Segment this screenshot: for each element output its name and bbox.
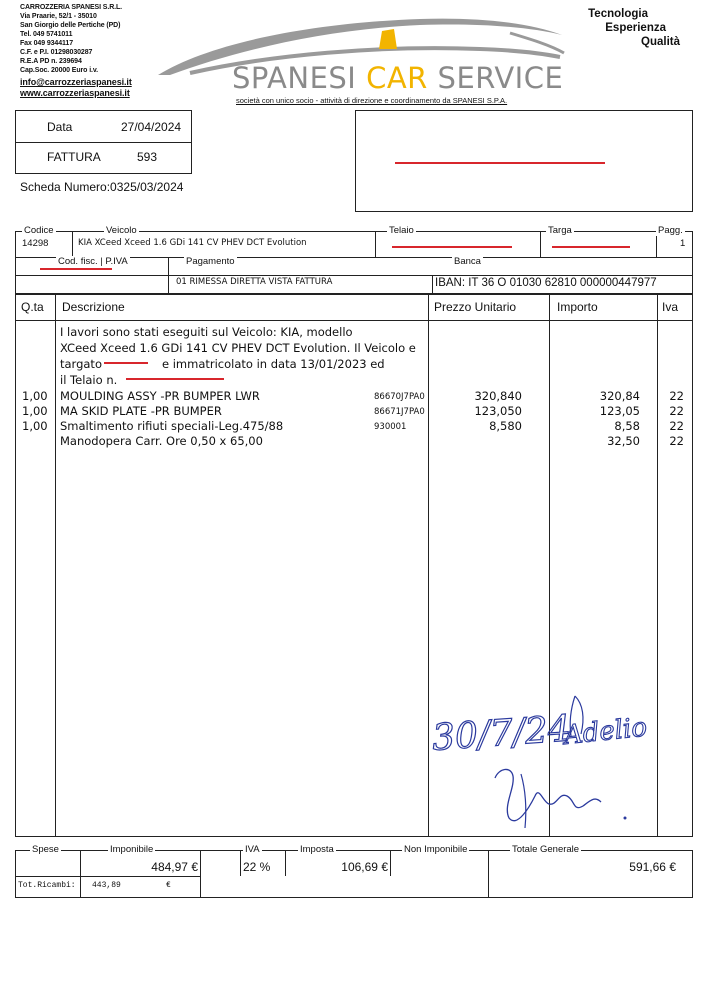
telaio-redaction xyxy=(392,246,512,248)
company-cf-piva: C.F. e P.I. 01298030287 xyxy=(20,49,93,56)
item-2-iva: 22 xyxy=(669,404,684,418)
brand-name xyxy=(232,61,563,95)
brand-name-accent: CAR xyxy=(366,61,428,95)
divider xyxy=(55,294,56,837)
company-name: CARROZZERIA SPANESI S.R.L. xyxy=(20,4,123,11)
divider xyxy=(432,275,433,294)
items-prezzo-column xyxy=(434,389,522,434)
divider xyxy=(72,231,73,257)
pagamento-label: Pagamento xyxy=(186,256,235,267)
iva-label: IVA xyxy=(245,844,260,855)
plate-redaction xyxy=(104,362,148,364)
handwritten-date: 30/7/24 xyxy=(430,708,573,759)
divider xyxy=(80,850,81,898)
item-2-desc: MA SKID PLATE -PR BUMPER xyxy=(60,404,222,418)
scheda-number: Scheda Numero:0325/03/2024 xyxy=(20,180,184,194)
invoice-date-value: 27/04/2024 xyxy=(121,120,182,134)
item-3-code: 930001 xyxy=(374,422,407,432)
chassis-redaction xyxy=(126,378,224,380)
codice-value: 14298 xyxy=(22,238,49,249)
divider xyxy=(168,257,169,294)
iva-value: 22 % xyxy=(243,860,271,874)
codfisc-label: Cod. fisc. | P.IVA xyxy=(58,256,128,267)
items-code-column xyxy=(374,390,425,435)
divider xyxy=(375,231,376,257)
iban-value: IBAN: IT 36 O 01030 62810 000000447977 xyxy=(435,277,657,289)
company-address: Via Praarie, 52/1 - 35010 xyxy=(20,13,97,20)
item-1-prezzo: 320,840 xyxy=(474,389,522,403)
intro-line-2: XCeed Xceed 1.6 GDi 141 CV PHEV DCT Evolution. Il Veicolo e xyxy=(60,341,416,355)
telaio-label: Telaio xyxy=(389,225,414,236)
banca-label: Banca xyxy=(454,256,481,267)
items-qta-column xyxy=(22,389,48,434)
item-1-iva: 22 xyxy=(669,389,684,403)
veicolo-label: Veicolo xyxy=(106,225,137,236)
intro-immatricolato: e immatricolato in data 13/01/2023 ed xyxy=(161,357,385,371)
divider xyxy=(390,850,391,876)
company-capital: Cap.Soc. 20000 Euro i.v. xyxy=(20,67,99,74)
divider xyxy=(240,850,241,876)
invoice-number-label: FATTURA xyxy=(47,150,101,164)
pagamento-value: 01 RIMESSA DIRETTA VISTA FATTURA xyxy=(176,277,333,287)
brand-subtitle: società con unico socio - attività di direzione e coordinamento da SPANESI S.P.A. xyxy=(236,96,508,105)
invoice-number-value: 593 xyxy=(137,150,158,164)
item-3-prezzo: 8,580 xyxy=(489,419,522,433)
targa-redaction xyxy=(552,246,630,248)
totale-label: Totale Generale xyxy=(512,844,580,855)
imposta-label: Imposta xyxy=(300,844,334,855)
col-importo-header: Importo xyxy=(557,300,598,314)
codfisc-redaction xyxy=(40,268,112,270)
intro-line-4: il Telaio n. xyxy=(60,373,118,387)
company-email-link[interactable]: info@carrozzeriaspanesi.it xyxy=(20,77,132,87)
tot-ricambi-value: 443,89 xyxy=(92,881,121,890)
divider xyxy=(15,142,192,143)
handwritten-word: Adelio xyxy=(562,712,649,751)
col-prezzo-header: Prezzo Unitario xyxy=(434,300,517,314)
item-2-qta: 1,00 xyxy=(22,404,48,418)
tot-ricambi-label: Tot.Ricambi: xyxy=(18,881,76,890)
items-desc-column xyxy=(60,389,283,449)
invoice-date-label: Data xyxy=(47,120,73,134)
slogan-2: Esperienza xyxy=(605,22,666,34)
items-importo-column xyxy=(560,389,640,449)
item-2-importo: 123,05 xyxy=(599,404,640,418)
company-rea: R.E.A PD n. 239694 xyxy=(20,58,82,65)
spese-label: Spese xyxy=(32,844,59,855)
item-3-desc: Smaltimento rifiuti speciali-Leg.475/88 xyxy=(60,419,284,433)
targa-label: Targa xyxy=(548,225,572,236)
company-website-link[interactable]: www.carrozzeriaspanesi.it xyxy=(20,88,130,98)
imposta-value: 106,69 € xyxy=(341,860,388,874)
item-3-importo: 8,58 xyxy=(614,419,640,433)
pagg-value: 1 xyxy=(680,238,686,249)
divider xyxy=(540,231,541,257)
intro-targato: targato xyxy=(60,357,102,371)
item-4-iva: 22 xyxy=(669,434,684,448)
item-3-qta: 1,00 xyxy=(22,419,48,433)
slogan-1: Tecnologia xyxy=(588,8,648,20)
brand-name-part3: SERVICE xyxy=(427,61,564,95)
brand-name-part1: SPANESI xyxy=(232,61,367,95)
company-tel: Tel. 049 5741011 xyxy=(20,31,73,38)
item-1-importo: 320,84 xyxy=(599,389,640,403)
company-fax: Fax 049 9344117 xyxy=(20,40,73,47)
slogans xyxy=(588,7,680,49)
item-3-iva: 22 xyxy=(669,419,684,433)
imponibile-label: Imponibile xyxy=(110,844,154,855)
intro-line-1: I lavori sono stati eseguiti sul Veicolo: KIA, modello xyxy=(60,325,353,339)
divider xyxy=(200,850,201,898)
imponibile-value: 484,97 € xyxy=(151,860,198,874)
item-2-prezzo: 123,050 xyxy=(474,404,522,418)
intro-line-3 xyxy=(60,356,416,372)
item-4-importo: 32,50 xyxy=(607,434,640,448)
redaction-line xyxy=(395,162,605,164)
intro-text xyxy=(60,324,416,388)
items-iva-column xyxy=(664,389,684,449)
item-4-desc: Manodopera Carr. Ore 0,50 x 65,00 xyxy=(60,434,263,448)
totals-box xyxy=(15,850,693,898)
col-iva-header: Iva xyxy=(662,300,679,314)
divider xyxy=(15,320,693,321)
totale-value: 591,66 € xyxy=(629,860,676,874)
veicolo-value: KIA XCeed Xceed 1.6 GDi 141 CV PHEV DCT Evolution xyxy=(78,238,307,248)
item-1-desc: MOULDING ASSY -PR BUMPER LWR xyxy=(60,389,260,403)
company-info xyxy=(20,3,132,99)
customer-address-box xyxy=(355,110,693,212)
handwritten-signature xyxy=(425,678,665,838)
item-1-qta: 1,00 xyxy=(22,389,48,403)
pagg-label: Pagg. xyxy=(658,225,683,236)
divider xyxy=(285,850,286,876)
codice-label: Codice xyxy=(24,225,54,236)
divider xyxy=(488,850,489,898)
col-descrizione-header: Descrizione xyxy=(62,300,125,314)
col-qta-header: Q.ta xyxy=(21,300,44,314)
item-1-code: 86670J7PA0 xyxy=(374,392,425,402)
slogan-3: Qualità xyxy=(641,36,680,48)
non-imponibile-label: Non Imponibile xyxy=(404,844,468,855)
tot-ricambi-currency: € xyxy=(166,881,171,890)
item-2-code: 86671J7PA0 xyxy=(374,407,425,417)
company-city: San Giorgio delle Pertiche (PD) xyxy=(20,22,121,29)
divider xyxy=(15,275,693,276)
divider xyxy=(15,876,200,877)
